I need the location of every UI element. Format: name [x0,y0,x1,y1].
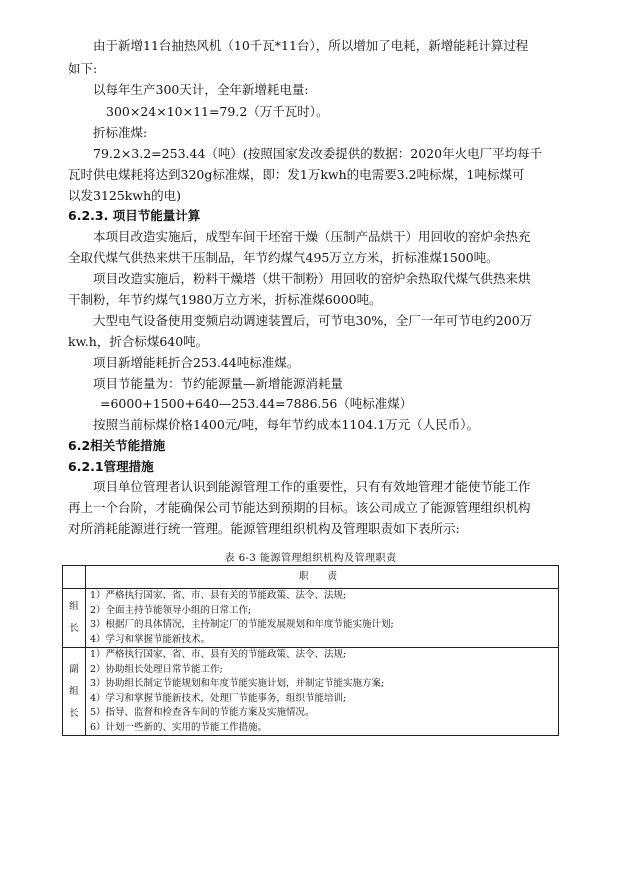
duty-item: 4）学习和掌握节能新技术，处理厂节能事务，组织节能培训; [90,692,347,704]
duty-item: 4）学习和掌握节能新技术。 [90,633,211,645]
table-row [63,648,559,736]
power-intro-line-1: 由于新增11台抽热风机（10千瓦*11台），所以增加了电耗，新增能耗计算过程 [93,38,529,53]
header-duty-cell: 职 责 [86,566,559,589]
section-621-heading: 6.2.1管理措施 [68,459,154,474]
management-line-2: 再上一个台阶，才能确保公司节能达到预期的目标。该公司成立了能源管理组织机构 [68,500,531,515]
power-formula: 300×24×10×11=79.2（万千瓦时）。 [106,104,329,119]
duty-item: 1）严格执行国家、省、市、县有关的节能政策、法令、法规; [90,590,347,601]
section-623-heading: 6.2.3. 项目节能量计算 [68,208,201,223]
role-cell [63,589,86,648]
vfd-savings-line-2: kw.h，折合标煤640吨。 [68,334,209,349]
management-duty-table [62,565,559,736]
role-label: 组长 [69,601,79,634]
duty-item: 3）根据厂的具体情况，主持制定厂的节能发展规划和年度节能实施计划; [90,619,394,630]
net-savings-label: 项目节能量为：节约能源量—新增能源消耗量 [93,376,344,391]
duty-cell [86,589,559,648]
coal-conversion-label: 折标准煤: [93,125,148,140]
duty-cell [86,648,559,736]
duty-item: 1）严格执行国家、省、市、县有关的节能政策、法令、法规; [90,649,347,660]
cost-savings: 按照当前标煤价格1400元/吨，每年节约成本1104.1万元（人民币）。 [93,417,480,432]
management-line-1: 项目单位管理者认识到能源管理工作的重要性，只有有效地管理才能使节能工作 [93,479,531,494]
table-header-row [63,566,559,589]
kiln-savings-line-1: 本项目改造实施后，成型车间干坯窑干燥（压制产品烘干）用回收的窑炉余热充 [93,229,531,244]
duty-item: 2）协助组长处理日常节能工作; [90,663,223,675]
coal-calc-line-1: 79.2×3.2=253.44（吨）(按照国家发改委提供的数据：2020年火电厂平均每千 [93,146,543,161]
section-62-heading: 6.2相关节能措施 [68,438,166,453]
duty-item: 3）协助组长制定节能规划和年度节能实施计划，并制定节能实施方案; [90,678,385,689]
power-intro-line-2: 如下: [68,61,98,76]
management-line-3: 对所消耗能源进行统一管理。能源管理组织机构及管理职责如下表所示: [68,521,460,536]
duty-item: 5）指导、监督和检查各车间的节能方案及实施情况。 [90,707,315,718]
powder-savings-line-2: 干制粉，年节约煤气1980万立方米，折标准煤6000吨。 [68,292,382,307]
coal-calc-line-3: 以发3125kwh的电) [68,188,182,203]
kiln-savings-line-2: 全取代煤气供热来烘干压制品，年节约煤气495万立方米，折标准煤1500吨。 [68,250,499,265]
duty-item: 6）计划一些新的、实用的节能工作措施。 [90,721,268,733]
coal-calc-line-2: 瓦时供电煤耗将达到320g标准煤，即：发1万kwh的电需要3.2吨标煤，1吨标煤可 [68,167,525,182]
role-label: 副组长 [69,663,79,719]
table-caption: 表 6-3 能源管理组织机构及管理职责 [224,553,397,564]
new-consumption: 项目新增能耗折合253.44吨标准煤。 [93,355,300,370]
header-role-cell [63,566,86,589]
table-row [63,589,559,648]
net-savings-formula: =6000+1500+640—253.44=7886.56（吨标准煤） [100,396,413,411]
powder-savings-line-1: 项目改造实施后，粉料干燥塔（烘干制粉）用回收的窑炉余热取代煤气供热来烘 [93,271,531,286]
duty-item: 2）全面主持节能领导小组的日常工作; [90,604,252,616]
vfd-savings-line-1: 大型电气设备使用变频启动调速装置后，可节电30%，全厂一年可节电约200万 [93,313,533,328]
role-cell [63,648,86,736]
power-basis: 以每年生产300天计，全年新增耗电量: [93,82,309,97]
